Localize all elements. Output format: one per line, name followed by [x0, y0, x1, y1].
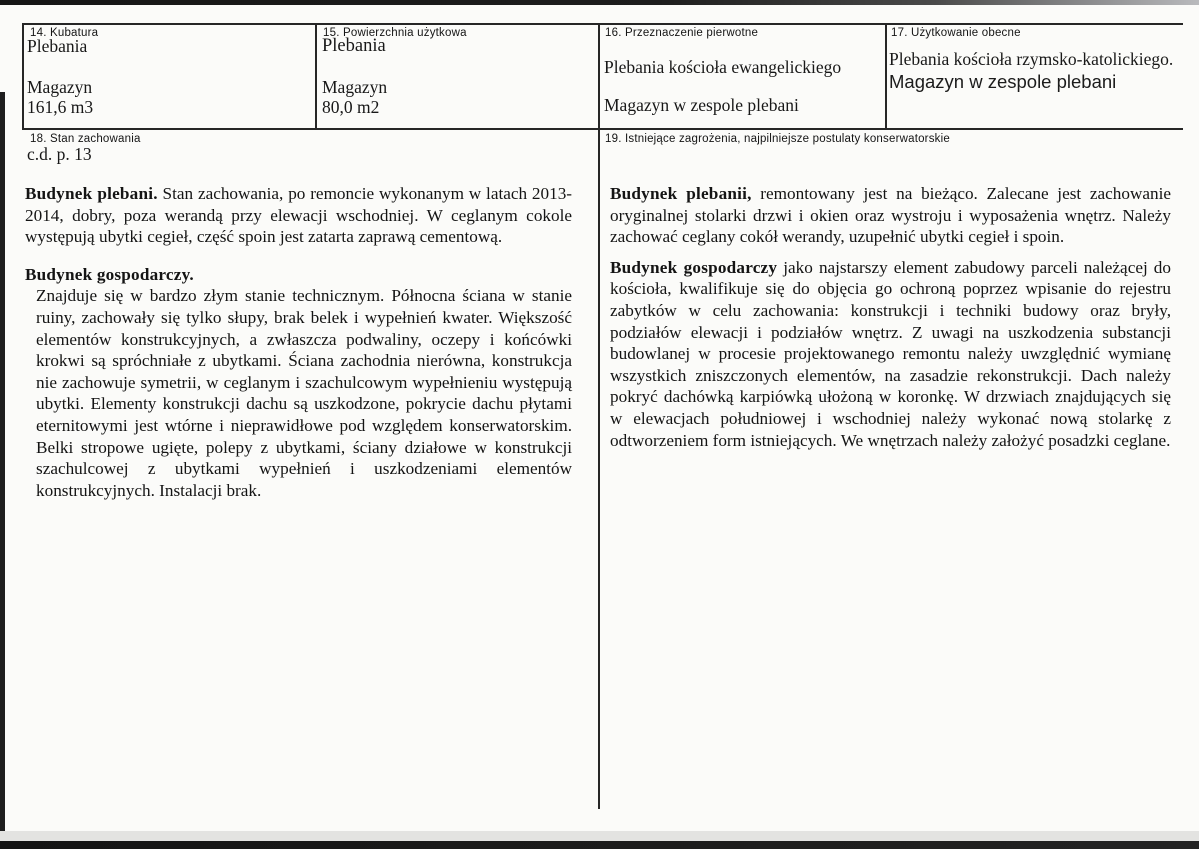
right-paragraph-plebania — [610, 183, 1171, 248]
field-18-label: 18. Stan zachowania — [30, 133, 141, 145]
left-text-column — [25, 183, 572, 501]
center-column-divider — [598, 23, 600, 809]
field-14-value-plebania: Plebania — [27, 36, 88, 56]
right-paragraph-gospodarczy — [610, 257, 1171, 451]
field-17-value-line1: Plebania kościoła rzymsko-katolickiego. — [889, 49, 1174, 69]
left-paragraph-plebania-text: Stan zachowania, po remoncie wykonanym w latach 2013-2014, dobry, poza werandą przy elewacji wschodniej. W ceglanym cokole występują ubytki cegieł, część spoin jest zatarta zaprawą cementową. — [25, 184, 573, 247]
scan-edge-bottom — [0, 841, 1199, 849]
divider-f14-f15 — [315, 23, 317, 128]
right-paragraph-plebania-text: remontowany jest na bieżąco. Zalecane jest zachowanie oryginalnej stolarki drzwi i okien oraz wystroju i wyposażenia wnętrz. Należy zachować ceglany cokół werandy, uzupełnić ubytki cegieł i spoin. — [610, 184, 1171, 247]
left-paragraph-gospodarczy-heading: Budynek gospodarczy. — [25, 264, 194, 284]
left-paragraph-plebania-lead: Budynek plebani. — [25, 184, 158, 203]
field-16-value-line2: Magazyn w zespole plebani — [604, 95, 799, 115]
left-paragraph-gospodarczy-body: Znajduje się w bardzo złym stanie technicznym. Północna ściana w stanie ruiny, zachowały się tylko słupy, brak belek i wypełnień kwater. Większość elementów konstrukcyjnych, a zwłaszcza podwaliny, oczepy i końcówki krokwi są spróchniałe z ubytkami. Ściana zachodnia nierówna, konstrukcja nie zachowuje symetrii, w ceglanym i szachulcowym wypełnieniu występują ubytki. Elementy konstrukcji dachu są uszkodzone, pokrycie dachu płytami eternitowymi jest wtórne i nieprawidłowe pod względem konserwatorskim. Belki stropowe ugięte, polepy z ubytkami, ściany działowe w konstrukcji szachulcowej z ubytkami wypełnień i uszkodzeniami elementów konstrukcyjnych. Instalacji brak. — [36, 286, 572, 500]
field-15-value-plebania: Plebania — [322, 36, 386, 56]
divider-f16-f17 — [885, 23, 887, 128]
table-left-border — [22, 23, 24, 128]
table-mid-border — [22, 128, 1183, 130]
field-16-value-line1: Plebania kościoła ewangelickiego — [604, 57, 842, 77]
field-14-value-magazyn: Magazyn — [27, 77, 93, 97]
field-19-label: 19. Istniejące zagrożenia, najpilniejsze postulaty konserwatorskie — [605, 133, 950, 145]
right-paragraph-gospodarczy-text: jako najstarszy element zabudowy parceli należącej do kościoła, kwalifikuje się do objęcia go ochroną poprzez wpisanie do rejestru zabytków w celu zachowania: konstrukcji i techniki budowy oraz bryły, podziałów elewacji i podziałów wnętrz. Z uwagi na uszkodzenia substancji budowlanej w procesie projektowanego remontu należy uwzględnić wymianę wszystkich zniszczonych elementów, na zasadzie rekonstrukcji. Dach należy pokryć dachówką karpiówką ułożoną w koronkę. W drzwiach znajdujących się w elewacjach południowej i wschodniej należy wykonać nową stolarkę z odtworzeniem form istniejących. We wnętrzach należy założyć posadzki ceglane. — [610, 257, 1171, 450]
field-17-label: 17. Użytkowanie obecne — [891, 27, 1021, 39]
scan-edge-top — [0, 0, 1199, 5]
scan-edge-bottom-shadow — [0, 831, 1199, 841]
field-14-label: 14. Kubatura — [30, 27, 99, 39]
field-14-value-kubatura: 161,6 m3 — [27, 97, 94, 117]
field-16-label: 16. Przeznaczenie pierwotne — [605, 27, 759, 39]
field-15-value-magazyn: Magazyn — [322, 77, 388, 97]
field-17-value-line2: Magazyn w zespole plebani — [889, 71, 1117, 92]
left-paragraph-plebania — [25, 183, 572, 248]
field-18-value: c.d. p. 13 — [27, 144, 92, 164]
table-top-border — [22, 23, 1183, 25]
right-paragraph-plebania-lead: Budynek plebanii, — [610, 184, 752, 203]
scan-edge-left — [0, 92, 5, 849]
field-15-label: 15. Powierzchnia użytkowa — [323, 27, 467, 39]
right-text-column — [610, 183, 1171, 451]
right-paragraph-gospodarczy-lead: Budynek gospodarczy — [610, 257, 778, 277]
field-15-value-powierzchnia: 80,0 m2 — [322, 97, 380, 117]
